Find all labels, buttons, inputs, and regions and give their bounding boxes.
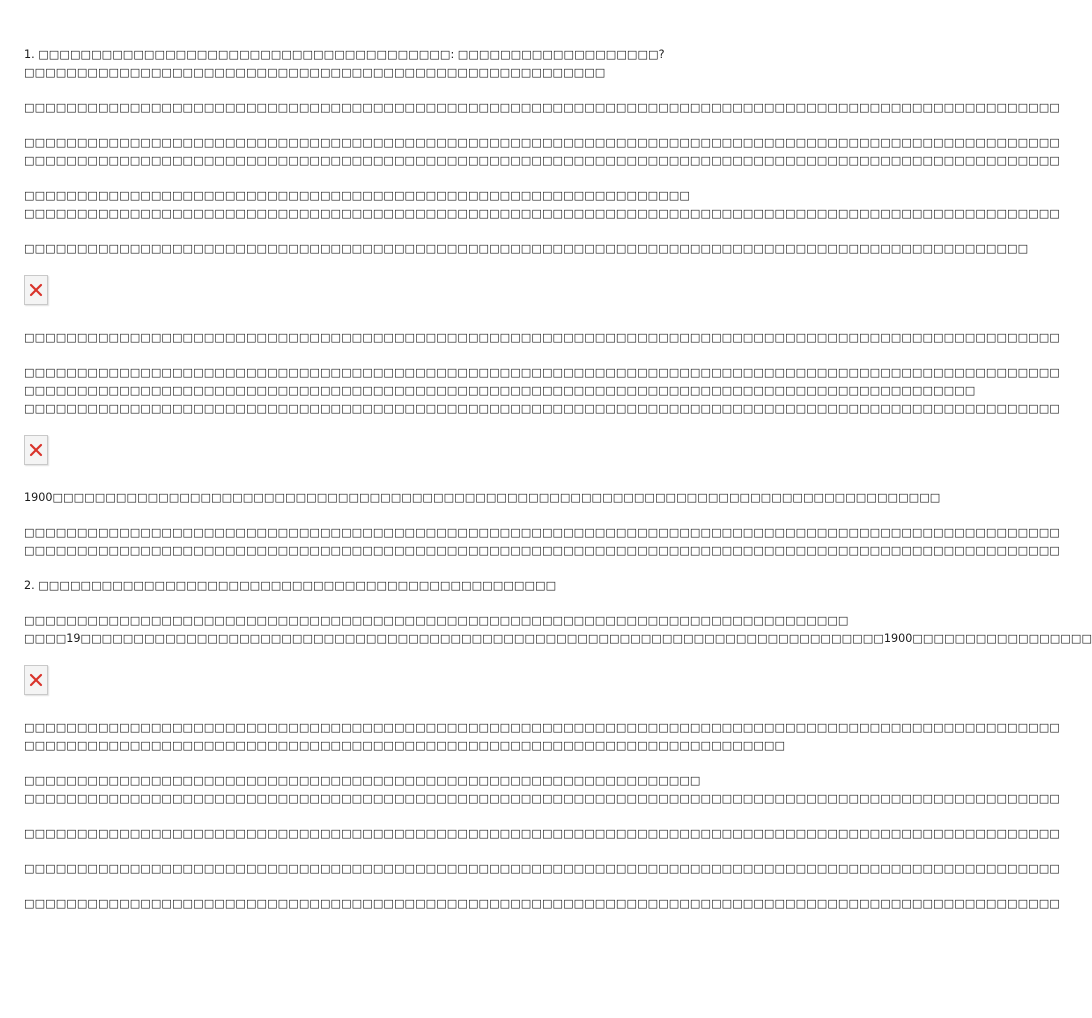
paragraph-line: □□□□□□□□□□□□□□□□□□□□□□□□□□□□□□□□□□□□□□□□□□□□□□□□□□□□□□□□□□□□□□□□□□□□□□□□□□□□□□□□□□□□□□□□□□□□□□□□□□	[24, 897, 1060, 910]
paragraph-line: 2. □□□□□□□□□□□□□□□□□□□□□□□□□□□□□□□□□□□□□□□□□□□□□□□□□	[24, 579, 557, 592]
paragraph	[24, 612, 1092, 648]
paragraph	[24, 860, 1060, 878]
paragraph	[24, 524, 1060, 560]
close-x-icon	[29, 283, 43, 297]
paragraph-line: □□□□□□□□□□□□□□□□□□□□□□□□□□□□□□□□□□□□□□□□□□□□□□□□□□□□□□□□□□□□□□□□□□□□□□□□□□□□□□□□□□□□□□□□□□□□□□□□□□	[24, 136, 1060, 149]
paragraph-line: □□□□□□□□□□□□□□□□□□□□□□□□□□□□□□□□□□□□□□□□□□□□□□□□□□□□□□□□□□□□□□□□□□□□□□□□□□□□□□□□□□□□□□□□□□□□□□□□□□	[24, 544, 1060, 557]
paragraph-line: □□□□□□□□□□□□□□□□□□□□□□□□□□□□□□□□□□□□□□□□□□□□□□□□□□□□□□□□□□□□□□□□□□□□□□□□□□□□□□□□□□□□□□□□□□□□□□□□□□	[24, 721, 1060, 734]
article-body	[24, 46, 1092, 930]
paragraph	[24, 895, 1060, 913]
paragraph	[24, 577, 696, 595]
paragraph	[24, 489, 941, 507]
paragraph-line: □□□□□□□□□□□□□□□□□□□□□□□□□□□□□□□□□□□□□□□□□□□□□□□□□□□□□□□□□□□□□□□□□□□□□□□□□□□□□□□□□□□□□□□□□□□□□□□□□□	[24, 101, 1060, 114]
paragraph	[24, 46, 696, 82]
paragraph-line: □□□□□□□□□□□□□□□□□□□□□□□□□□□□□□□□□□□□□□□□□□□□□□□□□□□□□□□□□□□□□□□□□□□□□□□□□□□□□□□□□□□□□□□□□□□□□□□□□□	[24, 207, 1060, 220]
paragraph-line: □□□□□□□□□□□□□□□□□□□□□□□□□□□□□□□□□□□□□□□□□□□□□□□□□□□□□□□	[24, 66, 606, 79]
paragraph	[24, 364, 1060, 418]
broken-image-icon	[24, 665, 48, 695]
paragraph	[24, 240, 1029, 258]
paragraph-line: □□□□□□□□□□□□□□□□□□□□□□□□□□□□□□□□□□□□□□□□□□□□□□□□□□□□□□□□□□□□□□□□□□□□□□□□	[24, 739, 786, 752]
paragraph-line: □□□□□□□□□□□□□□□□□□□□□□□□□□□□□□□□□□□□□□□□□□□□□□□□□□□□□□□□□□□□□□□	[24, 189, 690, 202]
paragraph	[24, 99, 1060, 117]
paragraph-line: □□□□□□□□□□□□□□□□□□□□□□□□□□□□□□□□□□□□□□□□□□□□□□□□□□□□□□□□□□□□□□□□□□□□□□□□□□□□□□□□□□□□□□□□□□□□□□□□□□	[24, 154, 1060, 167]
paragraph	[24, 187, 1060, 223]
paragraph-line: □□□□□□□□□□□□□□□□□□□□□□□□□□□□□□□□□□□□□□□□□□□□□□□□□□□□□□□□□□□□□□□□	[24, 774, 701, 787]
paragraph	[24, 329, 1060, 347]
paragraph-line: □□□□□□□□□□□□□□□□□□□□□□□□□□□□□□□□□□□□□□□□□□□□□□□□□□□□□□□□□□□□□□□□□□□□□□□□□□□□□□□□□□□□□□□□□□□□□□□□□□	[24, 526, 1060, 539]
paragraph-line: □□□□□□□□□□□□□□□□□□□□□□□□□□□□□□□□□□□□□□□□□□□□□□□□□□□□□□□□□□□□□□□□□□□□□□□□□□□□□□□□□□□□□□□□□□□□□□□□□□	[24, 331, 1060, 344]
paragraph-line: □□□□□□□□□□□□□□□□□□□□□□□□□□□□□□□□□□□□□□□□□□□□□□□□□□□□□□□□□□□□□□□□□□□□□□□□□□□□□□□□□□□□□□□□□□□□□□□□□□	[24, 792, 1060, 805]
paragraph-line: □□□□□□□□□□□□□□□□□□□□□□□□□□□□□□□□□□□□□□□□□□□□□□□□□□□□□□□□□□□□□□□□□□□□□□□□□□□□□□□□□□□□□□□□□□□□□□□□□□	[24, 402, 1060, 415]
paragraph	[24, 719, 1060, 755]
paragraph	[24, 825, 1060, 843]
paragraph-line: □□□□□□□□□□□□□□□□□□□□□□□□□□□□□□□□□□□□□□□□□□□□□□□□□□□□□□□□□□□□□□□□□□□□□□□□□□□□□□□□□□□□□□□□□□	[24, 384, 976, 397]
paragraph-line: □□□□□□□□□□□□□□□□□□□□□□□□□□□□□□□□□□□□□□□□□□□□□□□□□□□□□□□□□□□□□□□□□□□□□□□□□□□□□□□□□□□□□□□□□□□□□□□	[24, 242, 1029, 255]
paragraph-line: □□□□19□□□□□□□□□□□□□□□□□□□□□□□□□□□□□□□□□□□□□□□□□□□□□□□□□□□□□□□□□□□□□□□□□□□□□□□□□□□□1900□□□□□□□□□□□□□□□□□	[24, 632, 1092, 645]
paragraph-line: □□□□□□□□□□□□□□□□□□□□□□□□□□□□□□□□□□□□□□□□□□□□□□□□□□□□□□□□□□□□□□□□□□□□□□□□□□□□□□□□□□□□□□□□□□□□□□□□□□	[24, 827, 1060, 840]
paragraph-line: 1900□□□□□□□□□□□□□□□□□□□□□□□□□□□□□□□□□□□□□□□□□□□□□□□□□□□□□□□□□□□□□□□□□□□□□□□□□□□□□□□□□□□□	[24, 491, 941, 504]
paragraph-line: □□□□□□□□□□□□□□□□□□□□□□□□□□□□□□□□□□□□□□□□□□□□□□□□□□□□□□□□□□□□□□□□□□□□□□□□□□□□□□□□□□□□□□□□□□□□□□□□□□	[24, 366, 1060, 379]
paragraph-line: □□□□□□□□□□□□□□□□□□□□□□□□□□□□□□□□□□□□□□□□□□□□□□□□□□□□□□□□□□□□□□□□□□□□□□□□□□□□□□□□□□□□□□□□□□□□□□□□□□	[24, 862, 1060, 875]
paragraph-line: 1. □□□□□□□□□□□□□□□□□□□□□□□□□□□□□□□□□□□□□□□: □□□□□□□□□□□□□□□□□□□?	[24, 48, 665, 61]
close-x-icon	[29, 673, 43, 687]
close-x-icon	[29, 443, 43, 457]
paragraph	[24, 134, 1060, 170]
broken-image-icon	[24, 275, 48, 305]
broken-image-icon	[24, 435, 48, 465]
paragraph-line: □□□□□□□□□□□□□□□□□□□□□□□□□□□□□□□□□□□□□□□□□□□□□□□□□□□□□□□□□□□□□□□□□□□□□□□□□□□□□□	[24, 614, 849, 627]
paragraph	[24, 772, 1060, 808]
